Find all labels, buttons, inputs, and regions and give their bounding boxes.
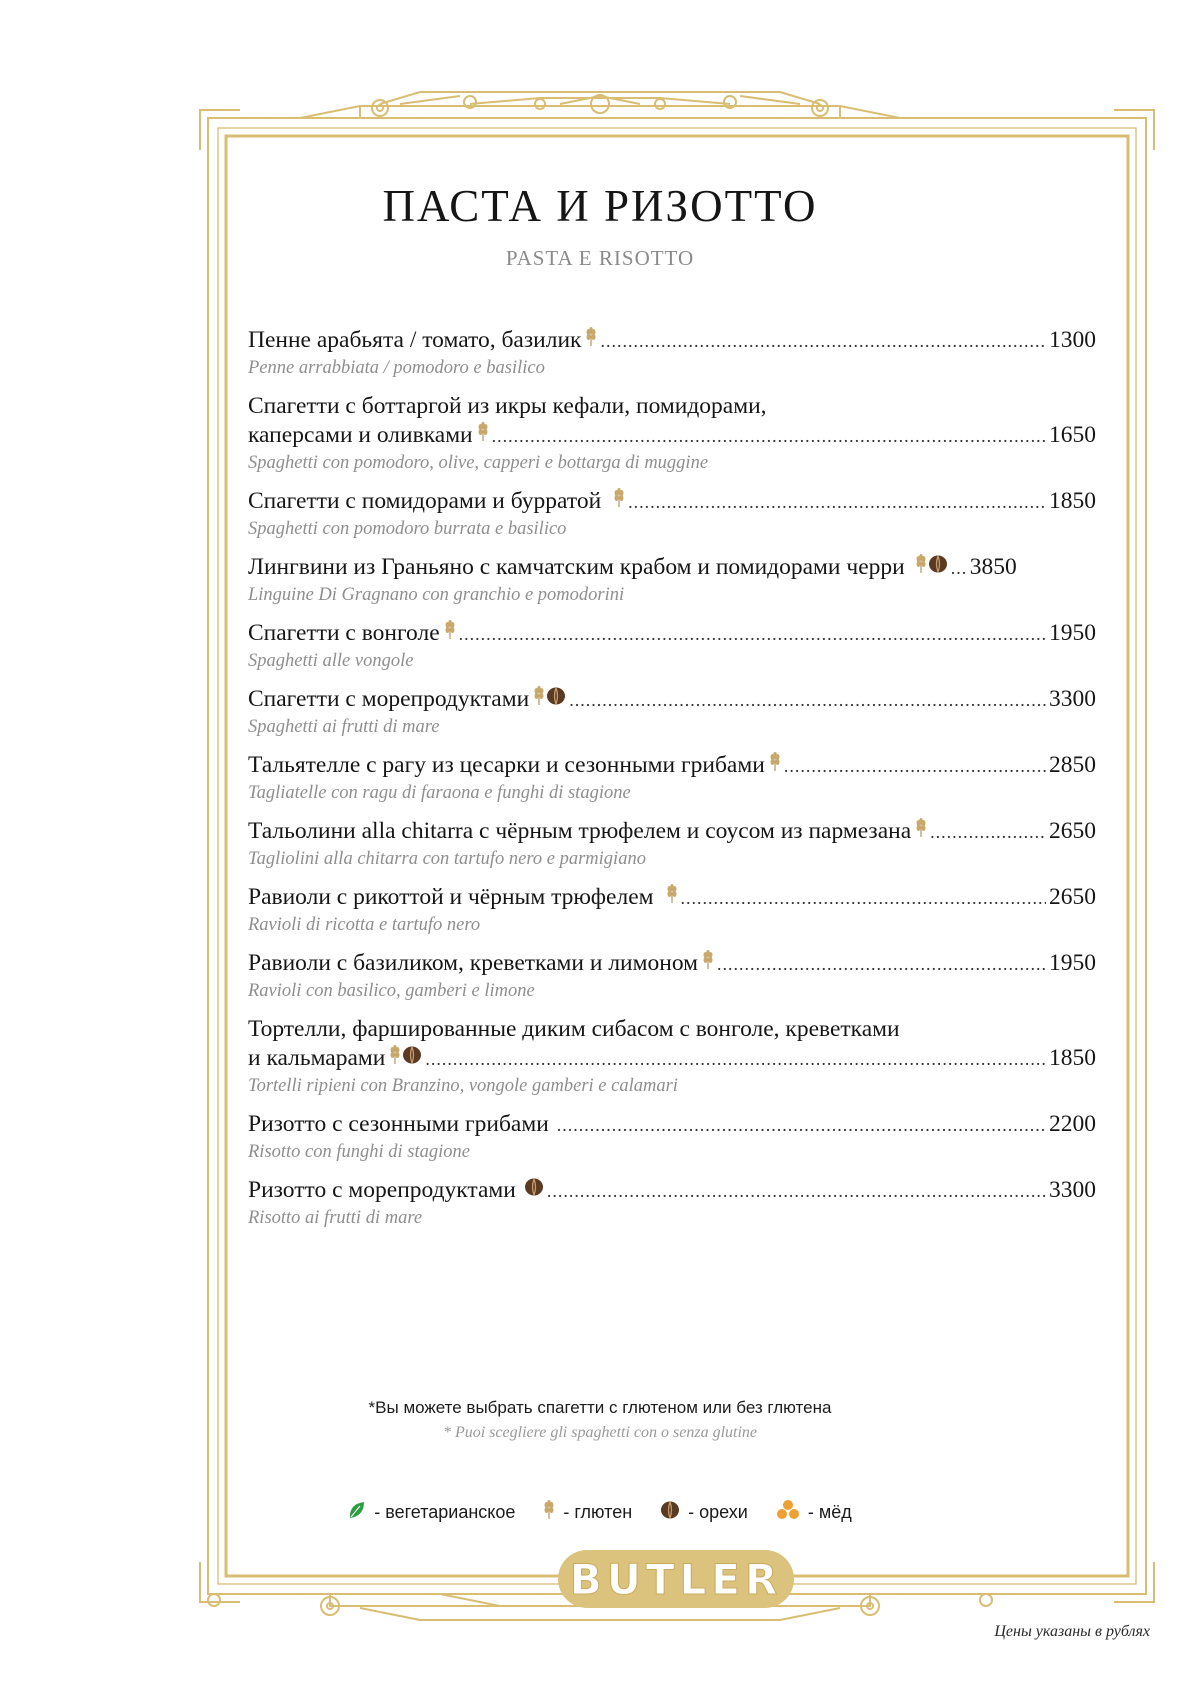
item-subtitle: Ravioli con basilico, gamberi e limone bbox=[248, 981, 535, 1001]
menu-item bbox=[248, 487, 1096, 542]
item-price: 1950 bbox=[1049, 950, 1096, 976]
legend-label: - глютен bbox=[563, 1502, 633, 1522]
nut-icon bbox=[928, 554, 948, 574]
menu-item bbox=[248, 326, 1096, 381]
item-name: каперсами и оливками bbox=[248, 422, 473, 448]
nut-icon bbox=[524, 1177, 544, 1197]
menu-list bbox=[248, 326, 1096, 1242]
item-name: Ризотто с сезонными грибами bbox=[248, 1111, 549, 1137]
leaf-icon bbox=[348, 1500, 366, 1525]
legend-label: - орехи bbox=[688, 1502, 748, 1522]
item-subtitle: Tagliatelle con ragu di faraona e funghi di stagione bbox=[248, 783, 631, 803]
item-price: 3300 bbox=[1049, 686, 1096, 712]
item-name: Спагетти с вонголе bbox=[248, 620, 440, 646]
item-price: 2200 bbox=[1049, 1111, 1096, 1137]
item-subtitle: Tortelli ripieni con Branzino, vongole gamberi e calamari bbox=[248, 1076, 678, 1096]
wheat-icon bbox=[915, 818, 927, 838]
legend-honey bbox=[776, 1500, 852, 1525]
item-subtitle: Ravioli di ricotta e tartufo nero bbox=[248, 915, 481, 935]
item-subtitle: Tagliolini alla chitarra con tartufo nero e parmigiano bbox=[248, 849, 646, 869]
item-price: 3850 bbox=[969, 554, 1017, 580]
item-price: 2650 bbox=[1049, 884, 1096, 910]
wheat-icon bbox=[613, 488, 625, 508]
item-subtitle: Linguine Di Gragnano con granchio e pomodorini bbox=[248, 585, 625, 605]
gluten-note-it: * Puoi scegliere gli spaghetti con o senza glutine bbox=[442, 1424, 758, 1441]
menu-item bbox=[248, 751, 1096, 806]
menu-item bbox=[248, 883, 1096, 938]
allergen-legend bbox=[0, 1500, 1200, 1525]
brand-name: BUTLER bbox=[569, 1554, 783, 1604]
menu-item bbox=[248, 1176, 1096, 1231]
wheat-icon bbox=[543, 1500, 555, 1525]
item-name: Равиоли с рикоттой и чёрным трюфелем bbox=[248, 884, 654, 910]
item-price: 1850 bbox=[1049, 488, 1096, 514]
nut-icon bbox=[546, 686, 566, 706]
item-name: Равиоли с базиликом, креветками и лимоном bbox=[248, 950, 698, 976]
item-subtitle: Penne arrabbiata / pomodoro e basilico bbox=[248, 358, 545, 378]
item-name: Тальятелле с рагу из цесарки и сезонными грибами bbox=[248, 752, 765, 778]
item-subtitle: Risotto ai frutti di mare bbox=[248, 1208, 423, 1228]
honey-icon bbox=[776, 1500, 800, 1525]
nut-icon bbox=[402, 1045, 422, 1065]
item-name: Тальолини alla chitarra с чёрным трюфелем и соусом из пармезана bbox=[248, 818, 912, 844]
menu-item bbox=[248, 685, 1096, 740]
legend-gluten bbox=[543, 1500, 632, 1525]
item-name: и кальмарами bbox=[248, 1045, 386, 1071]
menu-item bbox=[248, 1015, 1096, 1099]
item-subtitle: Risotto con funghi di stagione bbox=[248, 1142, 470, 1162]
item-name-line1: Тортелли, фаршированные диким сибасом с вонголе, креветками bbox=[248, 1016, 900, 1042]
wheat-icon bbox=[915, 554, 927, 574]
menu-item bbox=[248, 1110, 1096, 1165]
item-price: 2850 bbox=[1049, 752, 1096, 778]
page-subtitle: PASTA E RISOTTO bbox=[505, 246, 695, 270]
item-name: Пенне арабьята / томато, базилик bbox=[248, 327, 582, 353]
nut-icon bbox=[660, 1500, 680, 1525]
menu-item bbox=[248, 619, 1096, 674]
menu-item bbox=[248, 949, 1096, 1004]
item-price: 1950 bbox=[1049, 620, 1096, 646]
legend-label: - мёд bbox=[807, 1502, 852, 1522]
item-subtitle: Spaghetti alle vongole bbox=[248, 651, 414, 671]
legend-vegetarian bbox=[348, 1500, 515, 1525]
wheat-icon bbox=[444, 620, 456, 640]
wheat-icon bbox=[477, 422, 489, 442]
item-price: 1850 bbox=[1049, 1045, 1096, 1071]
wheat-icon bbox=[702, 950, 714, 970]
menu-item bbox=[248, 817, 1096, 872]
item-subtitle: Spaghetti con pomodoro, olive, capperi e bottarga di muggine bbox=[248, 453, 709, 473]
item-name: Ризотто с морепродуктами bbox=[248, 1177, 516, 1203]
wheat-icon bbox=[533, 686, 545, 706]
legend-nuts bbox=[660, 1500, 748, 1525]
gluten-note-ru: *Вы можете выбрать спагетти с глютеном или без глютена bbox=[368, 1398, 832, 1417]
legend-label: - вегетарианское bbox=[374, 1502, 516, 1522]
wheat-icon bbox=[389, 1045, 401, 1065]
menu-item bbox=[248, 553, 1096, 608]
brand-logo bbox=[558, 1550, 794, 1608]
item-subtitle: Spaghetti con pomodoro burrata e basilico bbox=[248, 519, 567, 539]
item-price: 1650 bbox=[1049, 422, 1096, 448]
item-price: 3300 bbox=[1049, 1177, 1096, 1203]
wheat-icon bbox=[769, 752, 781, 772]
item-price: 2650 bbox=[1049, 818, 1096, 844]
item-price: 1300 bbox=[1049, 327, 1096, 353]
wheat-icon bbox=[666, 884, 678, 904]
wheat-icon bbox=[585, 327, 597, 347]
page-title: ПАСТА И РИЗОТТО bbox=[382, 181, 818, 231]
item-subtitle: Spaghetti ai frutti di mare bbox=[248, 717, 440, 737]
menu-item bbox=[248, 392, 1096, 476]
item-name: Спагетти с морепродуктами bbox=[248, 686, 530, 712]
price-footnote: Цены указаны в рублях bbox=[994, 1623, 1150, 1640]
item-name: Лингвини из Граньяно с камчатским крабом и помидорами черри bbox=[248, 554, 905, 580]
item-name: Спагетти с помидорами и бурратой bbox=[248, 488, 602, 514]
item-name-line1: Спагетти с боттаргой из икры кефали, помидорами, bbox=[248, 393, 767, 419]
